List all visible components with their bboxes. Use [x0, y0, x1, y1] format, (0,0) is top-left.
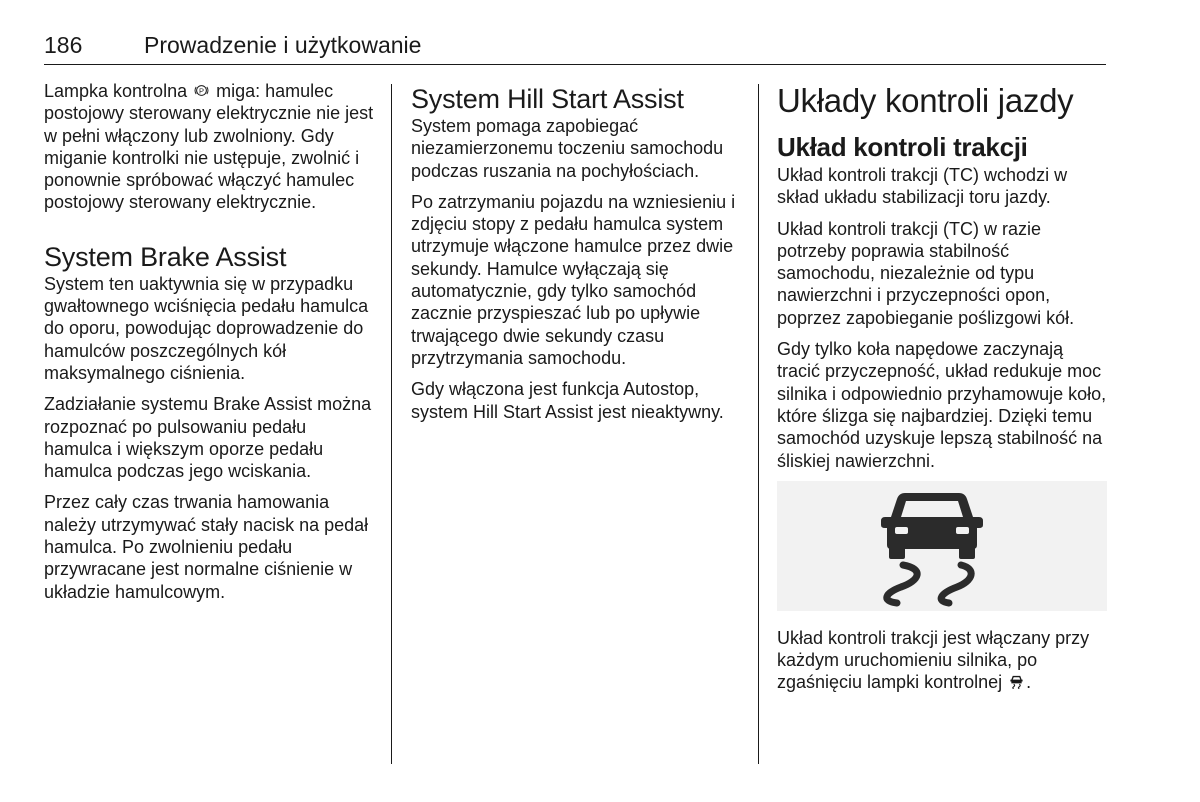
paragraph-brake-assist-2: Zadziałanie systemu Brake Assist można rozpoznać po pulsowaniu pedału hamulca i większym oporze pedału hamulca podczas jego wciskania.: [44, 394, 372, 482]
paragraph-tc-1: Układ kontroli trakcji (TC) wchodzi w skład układu stabilizacji toru jazdy.: [777, 165, 1068, 208]
svg-text:P: P: [199, 86, 205, 96]
paragraph-tc-2: Układ kontroli trakcji (TC) w razie potrzeby poprawia stabilność samochodu, niezależnie od typu nawierzchni i przyczepności opon, poprzez zapobieganie poślizgowi kół.: [777, 218, 1075, 328]
column-middle: [411, 80, 741, 432]
paragraph-tc-4: Układ kontroli trakcji jest włączany przy każdym uruchomieniu silnika, po zgaśnięciu lampki kontrolnej .: [777, 627, 1090, 693]
column-divider-1: [391, 84, 392, 764]
paragraph-parking-lamp: Lampka kontrolna P miga: hamulec postojowy sterowany elektrycznie nie jest w pełni włączony lub zwolniony. Gdy miganie kontrolki nie ustępuje, zwolnić i ponownie spróbować włączyć hamulec postojowy sterowany elektrycznie.: [44, 81, 374, 213]
paragraph-brake-assist-3: Przez cały czas trwania hamowania należy utrzymywać stały nacisk na pedał hamulca. Po zwolnieniu pedału przywracane jest normalne ciśnienie w układzie hamulcowym.: [44, 492, 369, 602]
page-number: 186: [44, 32, 83, 58]
heading-hill-start-assist: System Hill Start Assist: [411, 84, 684, 114]
paragraph-hill-start-2: Po zatrzymaniu pojazdu na wzniesieniu i zdjęciu stopy z pedału hamulca system utrzymuje włączone hamulce przez dwie sekundy. Hamulce wyłączają się automatycznie, gdy tylko samochód zacznie przyspieszać lub po upływie trwającego dwie sekundy czasu przytrzymania samochodu.: [411, 191, 736, 368]
heading-traction-control: Układ kontroli trakcji: [777, 132, 1028, 162]
page-header: [44, 32, 1106, 66]
traction-control-icon: [877, 485, 987, 607]
running-title: Prowadzenie i użytkowanie: [144, 32, 422, 58]
paragraph-brake-assist-1: System ten uaktywnia się w przypadku gwałtownego wciśnięcia pedału hamulca do oporu, powodując doprowadzenie do hamulców poszczególnych kół maksymalnego ciśnienia.: [44, 273, 369, 383]
heading-driving-control-systems: Układy kontroli jazdy: [777, 82, 1074, 119]
column-left: [44, 80, 374, 612]
heading-brake-assist: System Brake Assist: [44, 241, 287, 272]
paragraph-tc-3: Gdy tylko koła napędowe zaczynają tracić przyczepność, układ redukuje moc silnika i odpowiednio przyhamowuje koło, które ślizga się najbardziej. Dzięki temu samochód uzyskuje lepszą stabilność na śliskiej nawierzchni.: [777, 339, 1107, 471]
traction-control-small-icon: [1009, 674, 1024, 689]
column-divider-2: [758, 84, 759, 764]
paragraph-hill-start-3: Gdy włączona jest funkcja Autostop, system Hill Start Assist jest nieaktywny.: [411, 379, 724, 422]
header-rule: [44, 64, 1106, 65]
paragraph-hill-start-1: System pomaga zapobiegać niezamierzonemu toczeniu samochodu podczas ruszania na pochyłościach.: [411, 116, 724, 181]
column-right: [777, 80, 1107, 703]
parking-brake-warning-icon: [194, 83, 209, 98]
traction-control-figure: [777, 481, 1107, 611]
